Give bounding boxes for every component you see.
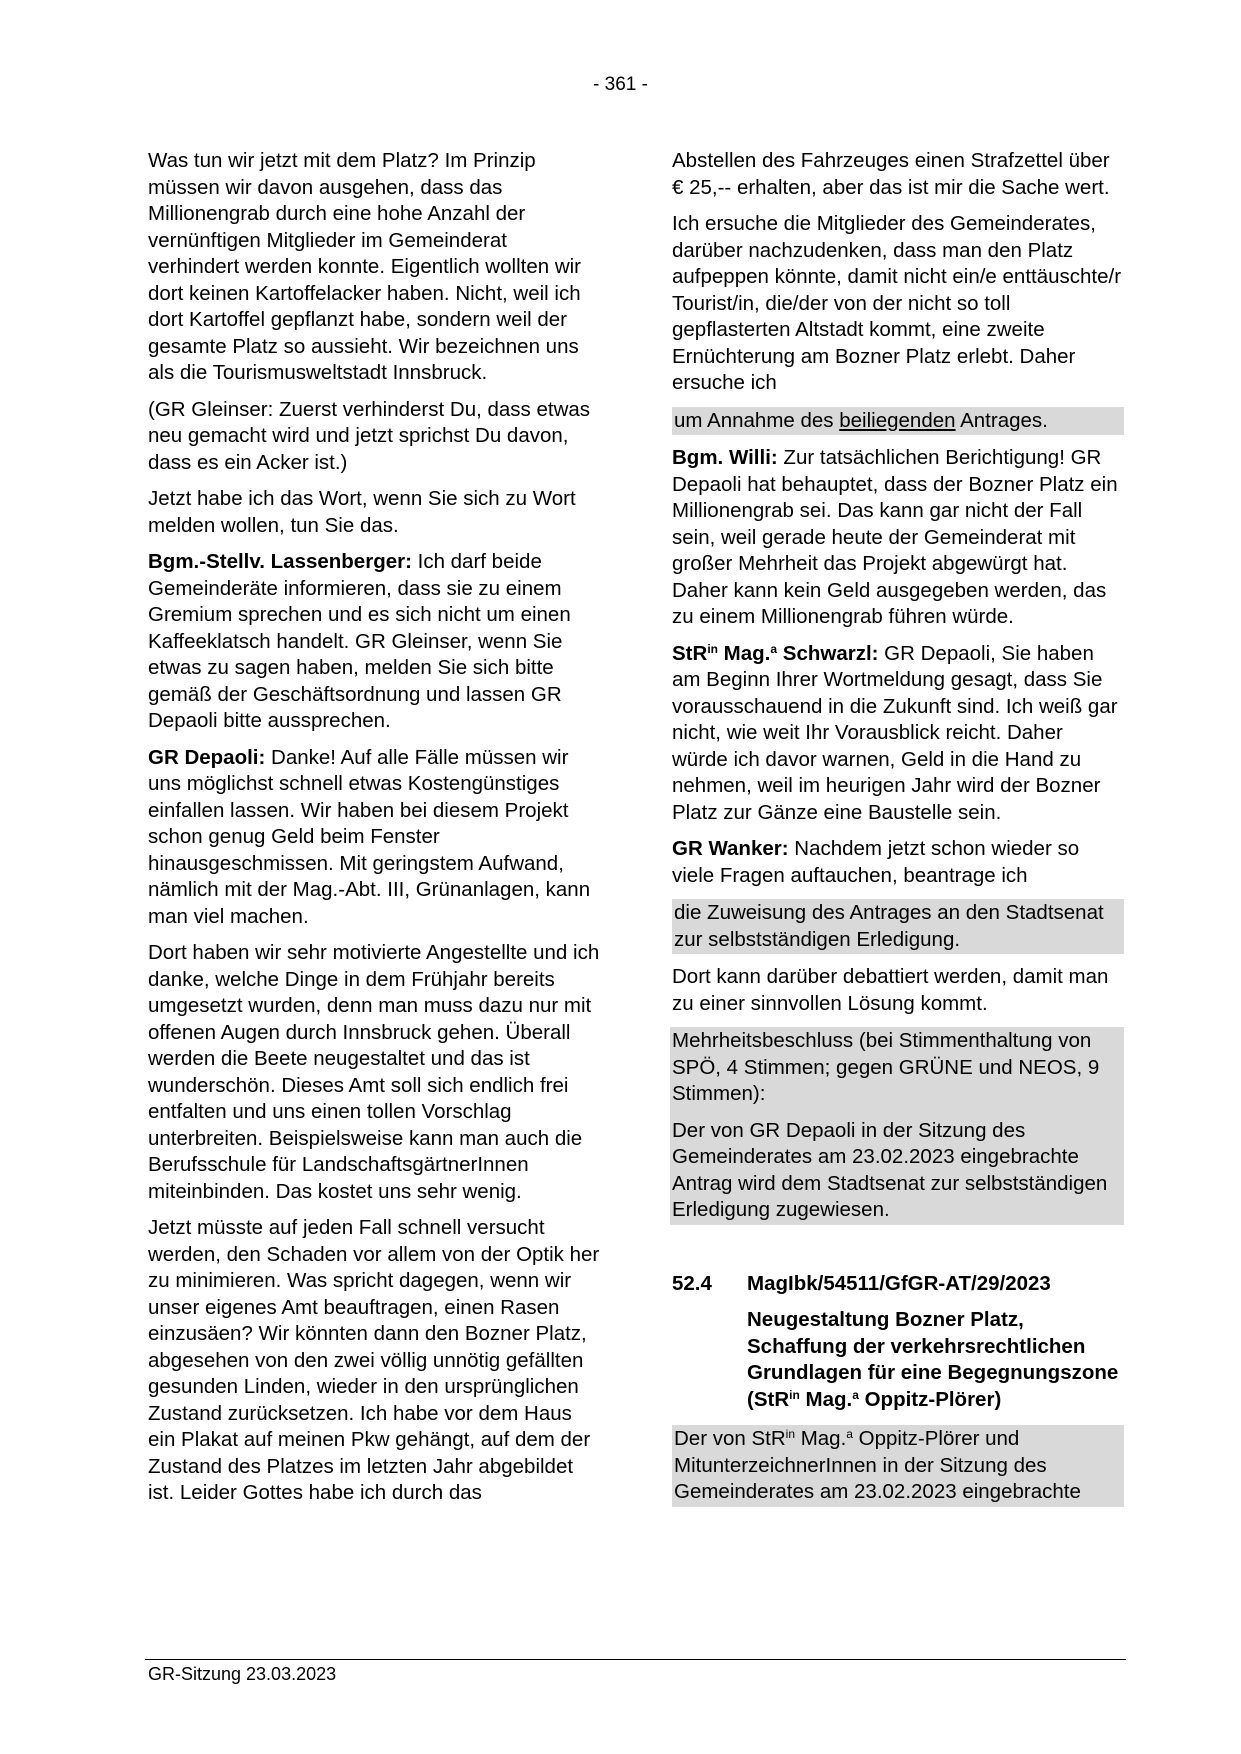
speech-text: Zur tatsächlichen Berichtigung! GR Depaoli hat behauptet, dass der Bozner Platz ein Millionengrab sei. Das kann gar nicht der Fall sein, weil gerade heute der Gemeinderat mit großer Mehrheit das Projekt abgewürgt hat. Daher kann kein Geld ausgegeben werden, das zu einem Millionengrab führen würde. xyxy=(672,446,1118,628)
speech-text: Nachdem jetzt schon wieder so viele Fragen auftauchen, beantrage ich xyxy=(672,837,1080,887)
speech-text: Danke! Auf alle Fälle müssen wir uns möglichst schnell etwas Kostengünstiges einfallen lassen. Wir haben bei diesem Projekt schon genug Geld beim Fenster hinausgeschmissen. Mit geringstem Aufwand, nämlich mit der Mag.-Abt. III, Grünanlagen, kann man viel machen. xyxy=(148,745,591,928)
footer-divider xyxy=(145,1659,1126,1660)
agenda-number: 52.4 xyxy=(672,1271,712,1295)
decision-block xyxy=(670,1027,1124,1225)
paragraph: Ich ersuche die Mitglieder des Gemeinderates, darüber nachzudenken, dass man den Platz aufpeppen könnte, damit nicht ein/e enttäuschte/r Tourist/in, die/der von der nicht so toll gepflasterten Altstadt kommt, eine zweite Ernüchterung am Bozner Platz erlebt. Daher ersuche ich xyxy=(672,212,1122,394)
attachment-reference: beiliegenden xyxy=(839,408,956,432)
speaker-name: Bgm. Willi: xyxy=(672,446,778,469)
footer-session-date: GR-Sitzung 23.03.2023 xyxy=(148,1664,337,1684)
page-number: - 361 - xyxy=(593,74,648,95)
speech-paragraph xyxy=(672,641,1124,827)
speech-text: Ich darf beide Gemeinderäte informieren, dass sie zu einem Gremium sprechen und es sich nicht um einen Kaffeeklatsch handelt. GR Gleinser, wenn Sie etwas zu sagen haben, melden Sie sich bitte gemäß der Geschäftsordnung und lassen GR Depaoli bitte aussprechen. xyxy=(148,550,571,732)
speaker-name: StR$^{in}$ Mag.$^a$ Schwarzl: xyxy=(672,641,879,665)
paragraph: Abstellen des Fahrzeuges einen Strafzettel über € 25,-- erhalten, aber das ist mir die Sache wert. xyxy=(672,149,1110,199)
allocation-highlight: die Zuweisung des Antrages an den Stadtsenat zur selbstständigen Erledigung. xyxy=(672,899,1124,954)
paragraph: Dort haben wir sehr motivierte Angestellte und ich danke, welche Dinge in dem Frühjahr bereits umgesetzt wurden, denn man muss dazu nur mit offenen Augen durch Innsbruck gehen. Überall werden die Beete neugestaltet und das ist wunderschön. Dieses Amt soll sich endlich frei entfalten und uns einen tollen Vorschlag unterbreiten. Beispielsweise kann man auch die Berufsschule für LandschaftsgärtnerInnen miteinbinden. Das kostet uns sehr wenig. xyxy=(148,941,600,1203)
final-highlight: Der von StR$^{in}$ Mag.$^a$ Oppitz-Plörer und MitunterzeichnerInnen in der Sitzung des Gemeinderates am 23.02.2023 eingebrachte xyxy=(672,1425,1124,1507)
speaker-name: GR Wanker: xyxy=(672,837,789,860)
speaker-name: Bgm.-Stellv. Lassenberger: xyxy=(148,550,412,573)
left-column xyxy=(148,148,600,1517)
paragraph: Dort kann darüber debattiert werden, damit man zu einer sinnvollen Lösung kommt. xyxy=(672,965,1109,1015)
speech-paragraph xyxy=(148,745,600,931)
right-column xyxy=(672,148,1124,1517)
paragraph: Was tun wir jetzt mit dem Platz? Im Prinzip müssen wir davon ausgehen, dass das Millionengrab durch eine hohe Anzahl der vernünftigen Mitglieder im Gemeinderat verhindert werden konnte. Eigentlich wollten wir dort keinen Kartoffelacker haben. Nicht, weil ich dort Kartoffel gepflanzt habe, sondern weil der gesamte Platz so aussieht. Wir bezeichnen uns als die Tourismusweltstadt Innsbruck. xyxy=(148,149,582,384)
decision-vote: Mehrheitsbeschluss (bei Stimmenthaltung von SPÖ, 4 Stimmen; gegen GRÜNE und NEOS, 9 Stimmen): xyxy=(672,1029,1100,1105)
speech-paragraph xyxy=(148,549,600,735)
agenda-title: Neugestaltung Bozner Platz, Schaffung der verkehrsrechtlichen Grundlagen für eine Begegnungszone (StR$^{in}$ Mag.$^a$ Oppitz-Plörer) xyxy=(747,1308,1119,1411)
speaker-name: GR Depaoli: xyxy=(148,745,266,769)
speech-text: GR Depaoli, Sie haben am Beginn Ihrer Wortmeldung gesagt, dass Sie vorausschauend in die Zukunft sind. Ich weiß gar nicht, wie weit Ihr Vorausblick reicht. Daher würde ich davor warnen, Geld in die Hand zu nehmen, weil im heurigen Jahr wird der Bozner Platz zur Gänze eine Baustelle sein. xyxy=(672,641,1118,824)
paragraph: Jetzt müsste auf jeden Fall schnell versucht werden, den Schaden vor allem von der Optik her zu minimieren. Was spricht dagegen, wenn wir unser eigenes Amt beauftragen, einen Rasen einzusäen? Wir könnten dann den Bozner Platz, abgesehen von den zwei völlig unnötig gefällten gesunden Linden, wieder in den ursprünglichen Zustand zurücksetzen. Ich habe vor dem Haus ein Plakat auf meinen Pkw gehängt, auf dem der Zustand des Platzes im letzten Jahr abgebildet ist. Leider Gottes habe ich durch das xyxy=(148,1216,600,1504)
speech-paragraph xyxy=(672,836,1124,889)
paragraph: Jetzt habe ich das Wort, wenn Sie sich zu Wort melden wollen, tun Sie das. xyxy=(148,487,576,537)
motion-highlight: um Annahme des beiliegenden Antrages. xyxy=(672,407,1124,436)
speech-paragraph xyxy=(672,445,1124,631)
agenda-item-heading xyxy=(672,1271,1124,1298)
decision-text: Der von GR Depaoli in der Sitzung des Gemeinderates am 23.02.2023 eingebrachte Antrag wird dem Stadtsenat zur selbstständigen Erledigung zugewiesen. xyxy=(672,1118,1108,1221)
interjection-paragraph: (GR Gleinser: Zuerst verhinderst Du, dass etwas neu gemacht wird und jetzt sprichst Du davon, dass es ein Acker ist.) xyxy=(148,397,591,474)
agenda-reference: MagIbk/54511/GfGR-AT/29/2023 xyxy=(747,1271,1051,1295)
